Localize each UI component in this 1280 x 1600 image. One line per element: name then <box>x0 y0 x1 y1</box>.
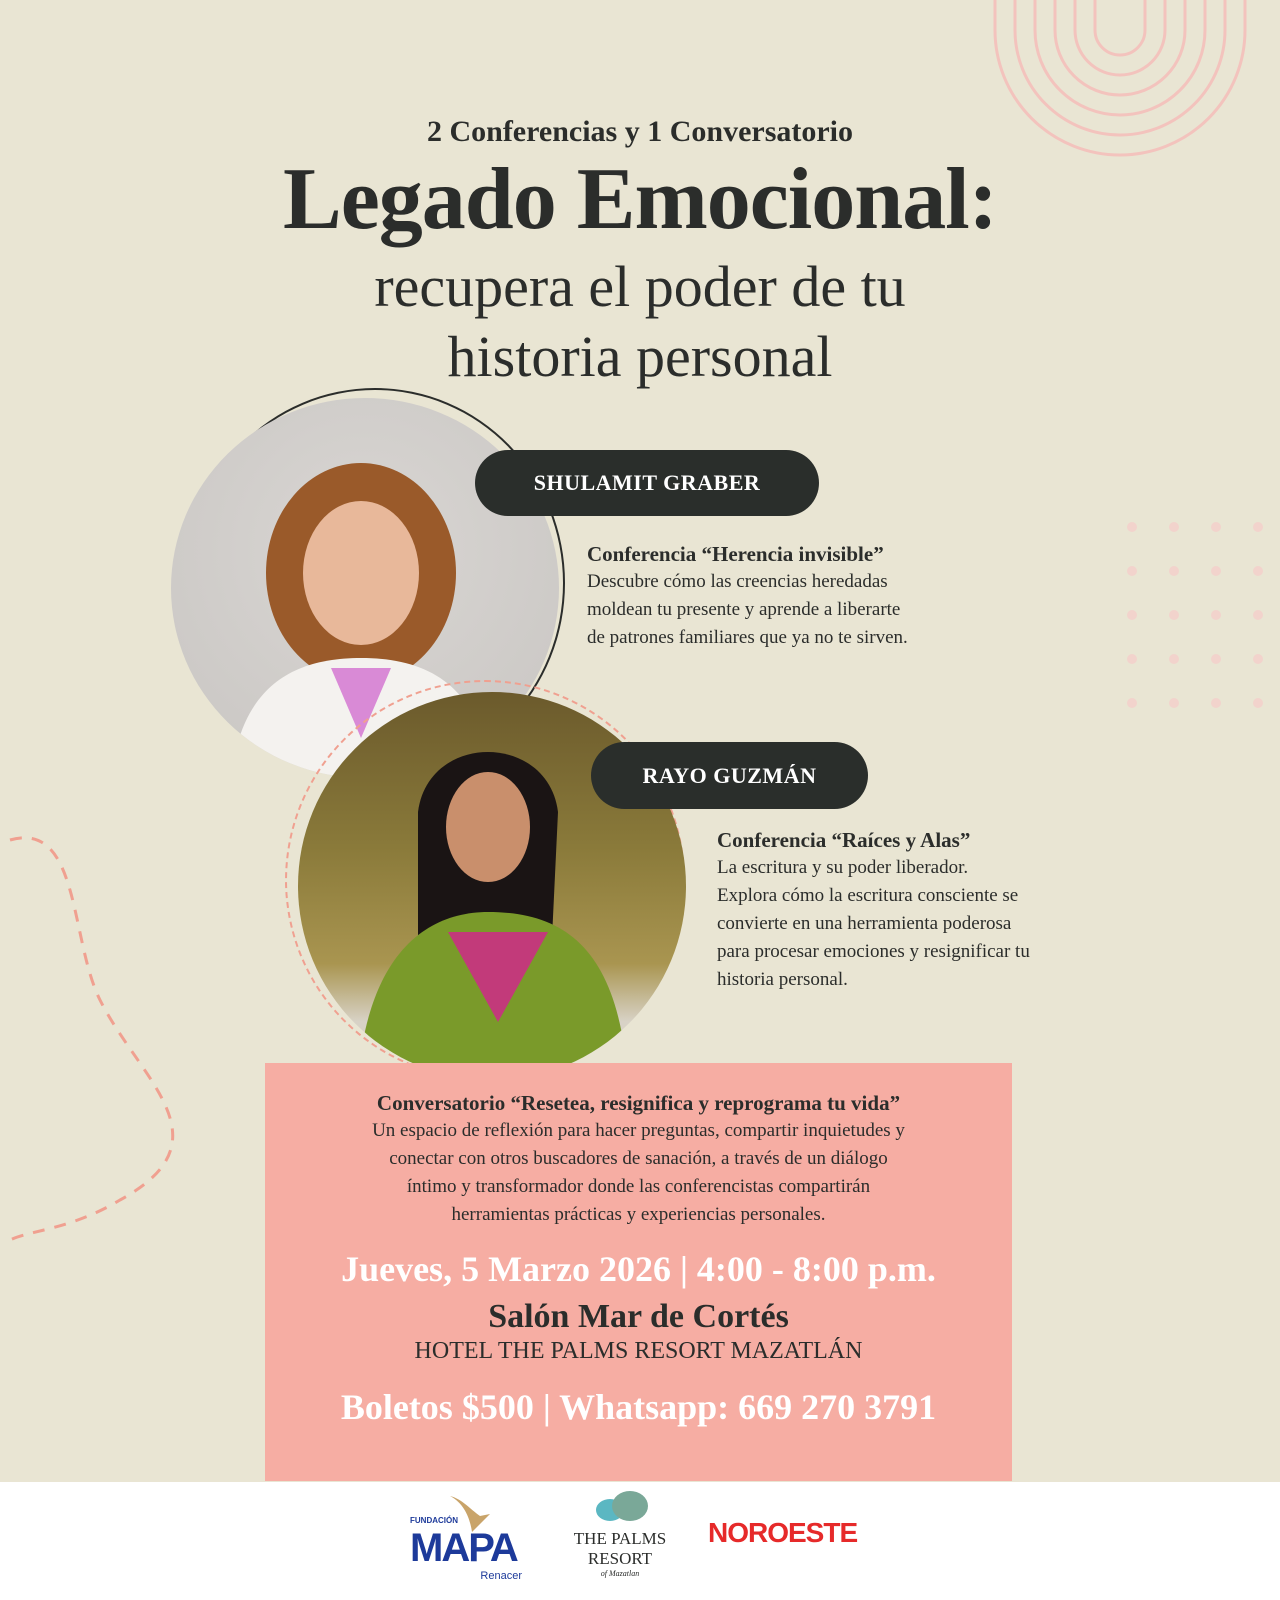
speaker-description <box>717 826 1137 994</box>
description-line: historia personal. <box>717 969 848 990</box>
description-line: convierte en una herramienta poderosa <box>717 913 1012 934</box>
event-kicker: 2 Conferencias y 1 Conversatorio <box>426 115 854 148</box>
event-venue: Salón Mar de Cortés <box>488 1298 789 1335</box>
palm-leaf-icon <box>590 1490 650 1524</box>
logo-noroeste: NOROESTE <box>708 1517 858 1548</box>
description-line: moldean tu presente y aprende a liberarte <box>587 599 901 620</box>
dashed-curve-decoration <box>0 820 200 1250</box>
description-line: conectar con otros buscadores de sanación, a través de un diálogo <box>389 1148 888 1169</box>
logo-the-palms <box>565 1490 675 1579</box>
logo-text: RESORT <box>587 1549 653 1568</box>
event-info-panel <box>265 1063 1012 1481</box>
description-line: Un espacio de reflexión para hacer preguntas, compartir inquietudes y <box>372 1120 905 1141</box>
description-line: La escritura y su poder liberador. <box>717 857 969 878</box>
description-line: Explora cómo la escritura consciente se <box>717 885 1019 906</box>
event-hotel: HOTEL THE PALMS RESORT MAZATLÁN <box>414 1338 863 1364</box>
conversatorio-title: Conversatorio “Resetea, resignifica y reprograma tu vida” <box>376 1091 901 1115</box>
talk-title: Conferencia “Raíces y Alas” <box>717 828 971 852</box>
talk-title: Conferencia “Herencia invisible” <box>587 542 884 566</box>
description-line: íntimo y transformador donde las conferencistas compartirán <box>406 1176 871 1197</box>
subtitle-line: recupera el poder de tu <box>374 254 906 319</box>
logo-text: Renacer <box>480 1570 522 1582</box>
event-datetime: Jueves, 5 Marzo 2026 | 4:00 - 8:00 p.m. <box>341 1249 936 1289</box>
logo-text: of Mazatlan <box>600 1569 640 1578</box>
page-title: Legado Emocional: <box>283 151 997 248</box>
speaker-name-badge: RAYO GUZMÁN <box>591 742 868 809</box>
description-line: de patrones familiares que ya no te sirven. <box>587 627 908 648</box>
conversatorio-block <box>265 1063 1012 1229</box>
logo-text: FUNDACIÓN <box>410 1516 458 1525</box>
description-line: herramientas prácticas y experiencias personales. <box>451 1204 826 1225</box>
sponsor-footer <box>0 1482 1280 1600</box>
ticket-contact: Boletos $500 | Whatsapp: 669 270 3791 <box>340 1387 937 1427</box>
logo-text: THE PALMS <box>573 1529 667 1548</box>
dot-grid-decoration <box>1120 515 1280 715</box>
speaker-name-badge: SHULAMIT GRABER <box>475 450 819 516</box>
description-line: para procesar emociones y resignificar tu <box>717 941 1030 962</box>
bird-icon <box>440 1494 500 1534</box>
subtitle-line: historia personal <box>447 324 833 389</box>
description-line: Descubre cómo las creencias heredadas <box>587 571 888 592</box>
logo-text: MAPA <box>410 1526 517 1570</box>
logo-fundacion-mapa <box>410 1502 530 1583</box>
page-subtitle <box>0 252 1280 392</box>
speaker-description <box>587 540 1007 652</box>
